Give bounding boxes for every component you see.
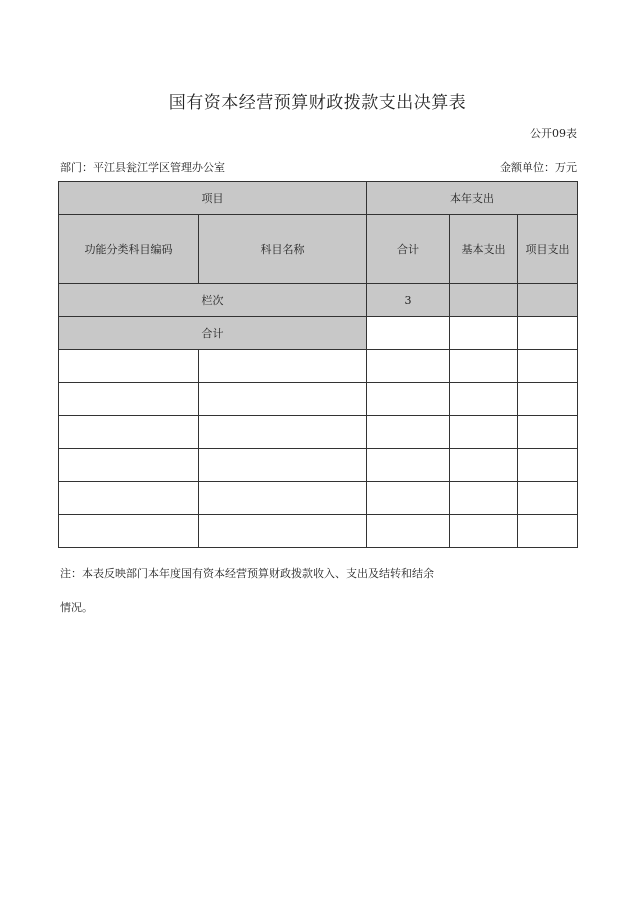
column-index-row bbox=[59, 284, 578, 317]
budget-table bbox=[58, 181, 578, 548]
row-total bbox=[367, 350, 450, 383]
header-current-year-expense: 本年支出 bbox=[367, 182, 578, 215]
table-row bbox=[59, 350, 578, 383]
row-code bbox=[59, 416, 199, 449]
header-total: 合计 bbox=[367, 215, 450, 284]
row-name bbox=[199, 350, 367, 383]
row-basic bbox=[450, 449, 518, 482]
row-basic bbox=[450, 416, 518, 449]
row-project bbox=[518, 449, 578, 482]
row-project bbox=[518, 482, 578, 515]
table-row bbox=[59, 515, 578, 548]
table-row bbox=[59, 416, 578, 449]
total-row-total bbox=[367, 317, 450, 350]
row-basic bbox=[450, 350, 518, 383]
header-row-2 bbox=[59, 215, 578, 284]
table-row bbox=[59, 449, 578, 482]
row-basic bbox=[450, 482, 518, 515]
row-basic bbox=[450, 383, 518, 416]
row-project bbox=[518, 416, 578, 449]
row-code bbox=[59, 350, 199, 383]
table-row bbox=[59, 383, 578, 416]
row-name bbox=[199, 482, 367, 515]
row-name bbox=[199, 449, 367, 482]
column-index-basic bbox=[450, 284, 518, 317]
row-total bbox=[367, 482, 450, 515]
total-row-basic bbox=[450, 317, 518, 350]
row-total bbox=[367, 449, 450, 482]
row-code bbox=[59, 515, 199, 548]
row-code bbox=[59, 449, 199, 482]
column-index-label: 栏次 bbox=[59, 284, 367, 317]
row-name bbox=[199, 383, 367, 416]
row-basic bbox=[450, 515, 518, 548]
column-index-project bbox=[518, 284, 578, 317]
header-func-code: 功能分类科目编码 bbox=[59, 215, 199, 284]
row-total bbox=[367, 515, 450, 548]
row-name bbox=[199, 416, 367, 449]
total-row bbox=[59, 317, 578, 350]
form-number: 公开09表 bbox=[530, 127, 577, 140]
row-code bbox=[59, 383, 199, 416]
row-project bbox=[518, 383, 578, 416]
page-title: 国有资本经营预算财政拨款支出决算表 bbox=[168, 93, 467, 113]
row-name bbox=[199, 515, 367, 548]
row-project bbox=[518, 515, 578, 548]
row-total bbox=[367, 416, 450, 449]
table-row bbox=[59, 482, 578, 515]
row-project bbox=[518, 350, 578, 383]
total-row-label: 合计 bbox=[59, 317, 367, 350]
row-code bbox=[59, 482, 199, 515]
header-row-1 bbox=[59, 182, 578, 215]
footnote-line-1: 注：本表反映部门本年度国有资本经营预算财政拨款收入、支出及结转和结余 bbox=[60, 567, 434, 580]
total-row-project bbox=[518, 317, 578, 350]
header-item: 项目 bbox=[59, 182, 367, 215]
amount-unit-label: 金额单位：万元 bbox=[500, 161, 577, 174]
header-project-expense: 项目支出 bbox=[518, 215, 578, 284]
department-label: 部门：平江县瓮江学区管理办公室 bbox=[60, 161, 225, 174]
footnote-line-2: 情况。 bbox=[60, 601, 93, 614]
header-basic-expense: 基本支出 bbox=[450, 215, 518, 284]
header-subject-name: 科目名称 bbox=[199, 215, 367, 284]
row-total bbox=[367, 383, 450, 416]
column-index-total: 3 bbox=[367, 284, 450, 317]
